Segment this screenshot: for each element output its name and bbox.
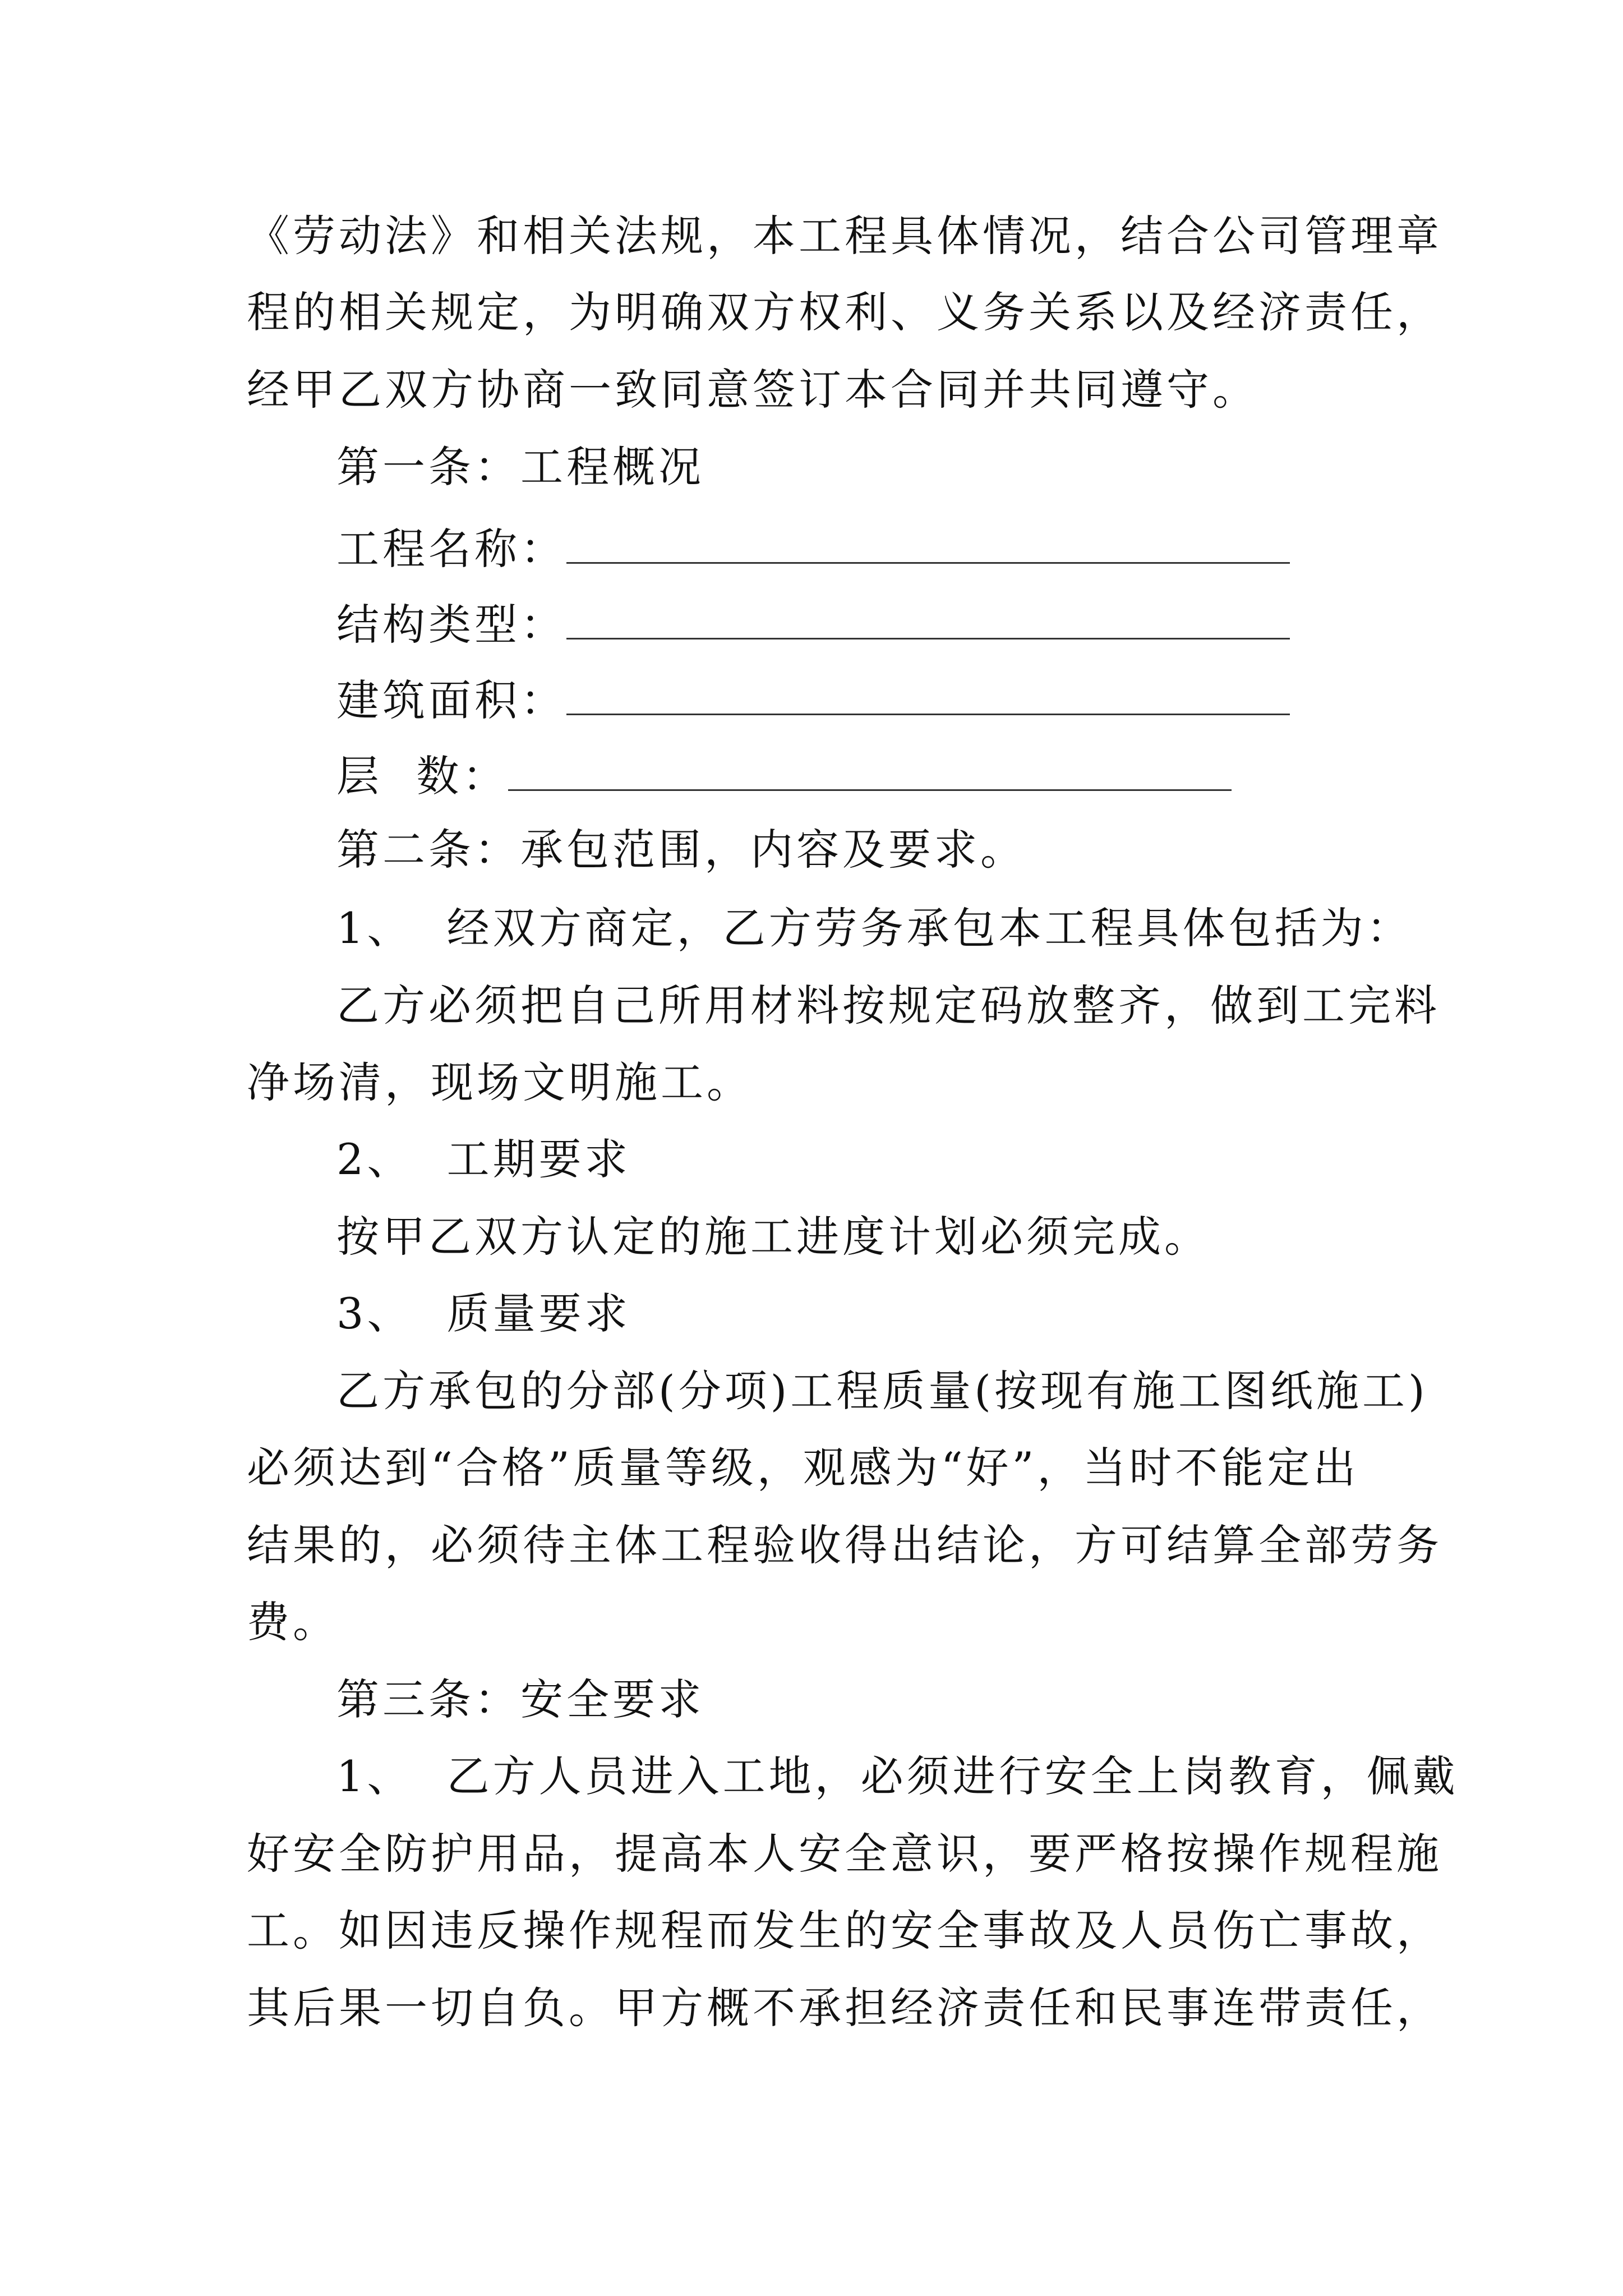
floors-label: 层 数： — [336, 751, 509, 801]
building-area-blank-line — [566, 679, 1290, 715]
floors-blank-line — [508, 754, 1232, 791]
paragraph-line: 按甲乙双方认定的施工进度计划必须完成。 — [336, 1212, 1210, 1262]
paragraph-line: 乙方承包的分部(分项)工程质量(按现有施工图纸施工) — [336, 1366, 1428, 1416]
floors-field — [336, 747, 1232, 801]
item-3-heading: 3、 质量要求 — [336, 1289, 631, 1338]
structure-type-field — [336, 596, 1290, 650]
project-name-label: 工程名称： — [336, 523, 566, 574]
article-1-heading: 第一条：工程概况 — [336, 442, 704, 492]
article-2-heading: 第二条：承包范围，内容及要求。 — [336, 825, 1026, 875]
paragraph-line: 结果的，必须待主体工程验收得出结论，方可结算全部劳务 — [247, 1520, 1442, 1570]
project-name-blank-line — [566, 527, 1290, 564]
paragraph-line: 经甲乙双方协商一致同意签订本合同并共同遵守。 — [247, 365, 1258, 415]
building-area-field — [336, 671, 1290, 725]
project-name-field — [336, 520, 1290, 574]
paragraph-line: 1、 乙方人员进入工地，必须进行安全上岗教育，佩戴 — [336, 1751, 1459, 1801]
article-3-heading: 第三条：安全要求 — [336, 1674, 704, 1724]
paragraph-line: 乙方必须把自己所用材料按规定码放整齐，做到工完料 — [336, 981, 1440, 1030]
paragraph-line: 其后果一切自负。甲方概不承担经济责任和民事连带责任， — [247, 1983, 1442, 2033]
paragraph-line: 净场清，现场文明施工。 — [247, 1057, 753, 1107]
paragraph-line: 程的相关规定，为明确双方权利、义务关系以及经济责任， — [247, 287, 1442, 337]
paragraph-line: 工。如因违反操作规程而发生的安全事故及人员伤亡事故， — [247, 1906, 1442, 1955]
paragraph-line: 好安全防护用品，提高本人安全意识，要严格按操作规程施 — [247, 1829, 1442, 1879]
item-2-heading: 2、 工期要求 — [336, 1134, 631, 1184]
item-1-heading: 1、 经双方商定，乙方劳务承包本工程具体包括为： — [336, 903, 1413, 953]
paragraph-line: 必须达到“合格”质量等级，观感为“好”，当时不能定出 — [247, 1443, 1359, 1493]
building-area-label: 建筑面积： — [336, 675, 566, 725]
structure-type-label: 结构类型： — [336, 599, 566, 650]
paragraph-line: 费。 — [247, 1597, 339, 1647]
paragraph-line: 《劳动法》和相关法规，本工程具体情况，结合公司管理章 — [247, 211, 1442, 261]
structure-type-blank-line — [566, 603, 1290, 639]
